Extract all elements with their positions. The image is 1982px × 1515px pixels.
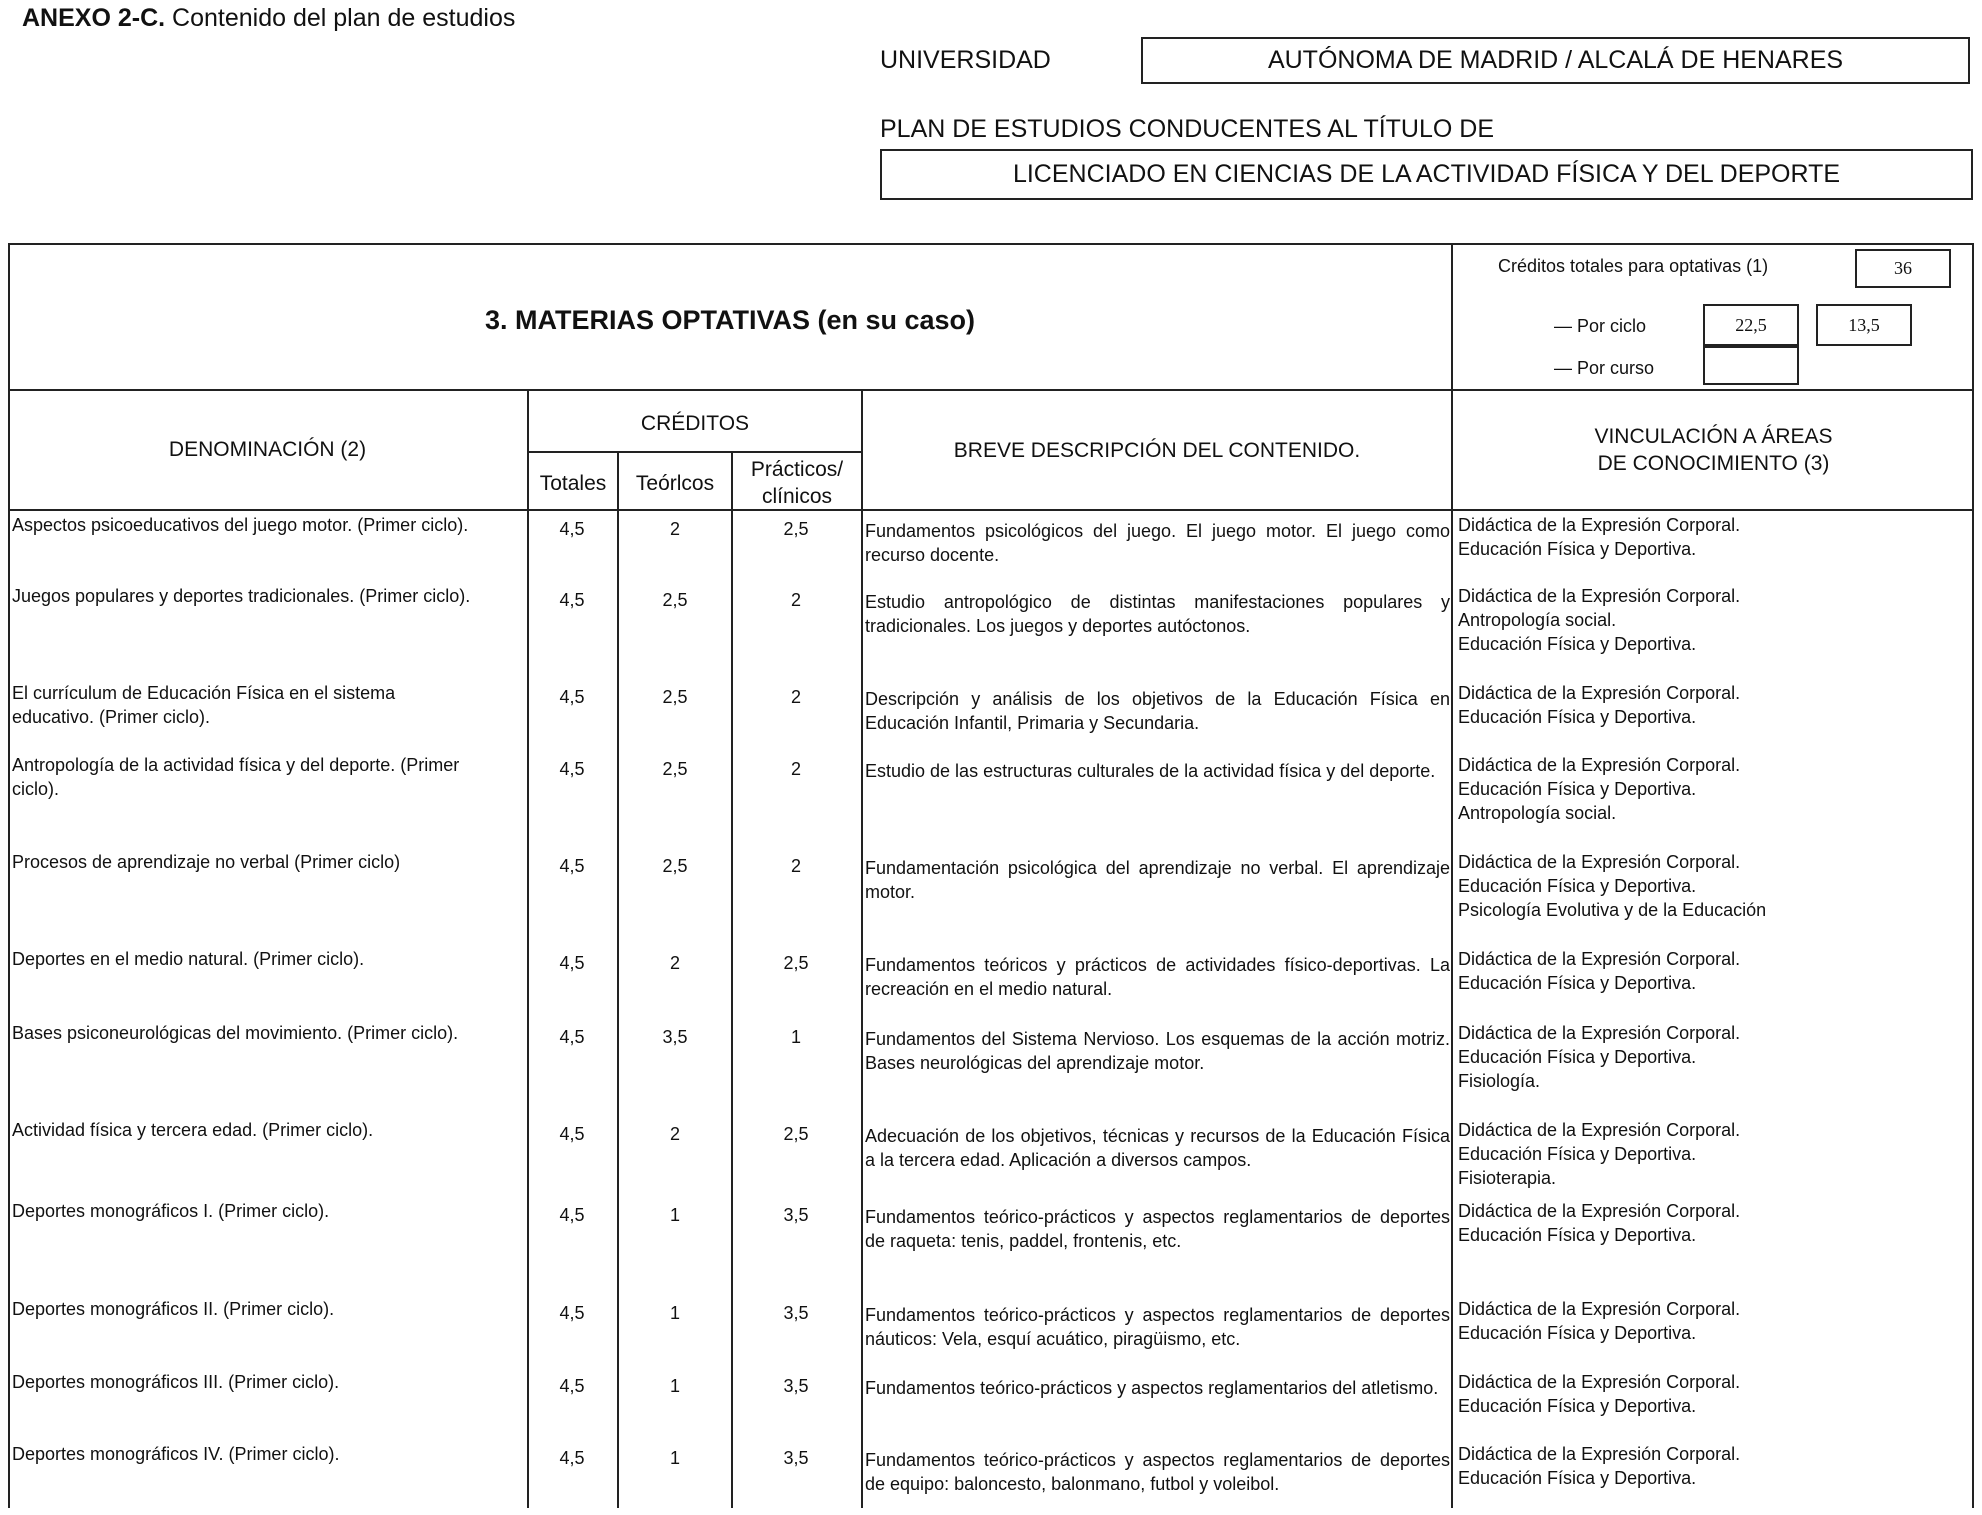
row-practicos: 3,5 — [783, 1376, 809, 1396]
por-ciclo-box-2 — [1816, 304, 1912, 346]
col-teoricos: Teórlcos — [635, 472, 715, 495]
row-denominacion: Actividad física y tercera edad. (Primer ciclo). — [12, 1120, 374, 1140]
row-totales: 4,5 — [559, 759, 585, 779]
col-vinculacion-line1: VINCULACIÓN A ÁREAS — [1594, 425, 1833, 448]
credits-total-value: 36 — [1894, 258, 1912, 278]
row-descripcion: Fundamentos teóricos y prácticos de actividades físico-deportivas. La recreación en el medio natural. — [865, 955, 1450, 999]
row-teoricos: 2,5 — [662, 759, 688, 779]
row-descripcion: Fundamentos teórico-prácticos y aspectos reglamentarios de deportes náuticos: Vela, esquí acuático, piragüismo, etc. — [865, 1305, 1450, 1349]
row-totales: 4,5 — [559, 1124, 585, 1144]
row-practicos: 3,5 — [783, 1303, 809, 1323]
col-practicos-line1: Prácticos/ — [750, 458, 844, 481]
row-teoricos: 1 — [669, 1205, 680, 1225]
row-vinculacion: Didáctica de la Expresión Corporal. Educación Física y Deportiva. — [1458, 683, 1741, 727]
por-ciclo-label: — Por ciclo — [1554, 316, 1647, 336]
row-totales: 4,5 — [559, 1376, 585, 1396]
annex-label: ANEXO 2-C. — [22, 4, 166, 32]
row-descripcion: Fundamentos teórico-prácticos y aspectos reglamentarios de deportes de equipo: baloncesto, balonmano, futbol y voleibol. — [865, 1450, 1450, 1494]
degree-title: LICENCIADO EN CIENCIAS DE LA ACTIVIDAD FÍSICA Y DEL DEPORTE — [1012, 160, 1841, 188]
row-teoricos: 2 — [669, 519, 680, 539]
university-label: UNIVERSIDAD — [880, 46, 1051, 74]
creditos-divider — [527, 451, 862, 453]
row-descripcion: Estudio antropológico de distintas manifestaciones populares y tradicionales. Los juegos y deportes autóctonos. — [865, 592, 1450, 636]
row-totales: 4,5 — [559, 1303, 585, 1323]
row-vinculacion: Didáctica de la Expresión Corporal. Antropología social. Educación Física y Deportiva. — [1458, 586, 1741, 654]
row-practicos: 2,5 — [783, 519, 809, 539]
row-descripcion: Estudio de las estructuras culturales de la actividad física y del deporte. — [865, 761, 1436, 781]
row-teoricos: 1 — [669, 1448, 680, 1468]
degree-title-box — [880, 149, 1973, 200]
section-title: 3. MATERIAS OPTATIVAS (en su caso) — [484, 305, 976, 335]
row-practicos: 3,5 — [783, 1205, 809, 1225]
row-practicos: 2 — [790, 687, 801, 707]
row-teoricos: 2 — [669, 1124, 680, 1144]
col-totales: Totales — [539, 472, 607, 495]
row-teoricos: 2,5 — [662, 590, 688, 610]
annex-subtitle: Contenido del plan de estudios — [172, 4, 516, 32]
por-ciclo-value-1: 22,5 — [1735, 314, 1767, 335]
row-denominacion: Bases psiconeurológicas del movimiento. (Primer ciclo). — [12, 1023, 459, 1043]
row-descripcion: Descripción y análisis de los objetivos de la Educación Física en Educación Infantil, Primaria y Secundaria. — [865, 689, 1450, 733]
col-practicos-line2: clínicos — [761, 485, 833, 508]
annex-heading — [22, 4, 515, 33]
row-totales: 4,5 — [559, 590, 585, 610]
row-vinculacion: Didáctica de la Expresión Corporal. Educación Física y Deportiva. — [1458, 1444, 1741, 1488]
section-divider — [8, 389, 1974, 391]
row-teoricos: 1 — [669, 1376, 680, 1396]
row-denominacion: Deportes monográficos III. (Primer ciclo). — [12, 1372, 340, 1392]
col-practicos — [733, 456, 861, 510]
row-descripcion: Adecuación de los objetivos, técnicas y recursos de la Educación Física a la tercera edad. Aplicación a diversos campos. — [865, 1126, 1450, 1170]
credits-total-label: Créditos totales para optativas (1) — [1498, 256, 1769, 276]
col-creditos: CRÉDITOS — [640, 412, 750, 435]
por-curso-label: — Por curso — [1554, 358, 1655, 378]
col-vinculacion — [1453, 423, 1974, 477]
row-vinculacion: Didáctica de la Expresión Corporal. Educación Física y Deportiva. Psicología Evolutiva y de la Educación — [1458, 852, 1767, 920]
row-teoricos: 2,5 — [662, 687, 688, 707]
column-rule-totales — [527, 389, 529, 1508]
row-totales: 4,5 — [559, 953, 585, 973]
row-denominacion: El currículum de Educación Física en el sistema educativo. (Primer ciclo). — [12, 683, 396, 727]
row-vinculacion: Didáctica de la Expresión Corporal. Educación Física y Deportiva. Fisiología. — [1458, 1023, 1741, 1091]
row-totales: 4,5 — [559, 519, 585, 539]
row-vinculacion: Didáctica de la Expresión Corporal. Educación Física y Deportiva. — [1458, 1201, 1741, 1245]
row-totales: 4,5 — [559, 1448, 585, 1468]
row-denominacion: Juegos populares y deportes tradicionales. (Primer ciclo). — [12, 586, 471, 606]
row-practicos: 2 — [790, 856, 801, 876]
row-totales: 4,5 — [559, 856, 585, 876]
row-practicos: 1 — [790, 1027, 801, 1047]
row-denominacion: Deportes monográficos I. (Primer ciclo). — [12, 1201, 330, 1221]
col-denominacion: DENOMINACIÓN (2) — [168, 438, 367, 461]
university-name: AUTÓNOMA DE MADRID / ALCALÁ DE HENARES — [1267, 46, 1844, 74]
credits-total-box — [1855, 249, 1951, 288]
col-descripcion: BREVE DESCRIPCIÓN DEL CONTENIDO. — [953, 439, 1361, 462]
row-practicos: 2,5 — [783, 953, 809, 973]
row-vinculacion: Didáctica de la Expresión Corporal. Educación Física y Deportiva. — [1458, 1372, 1741, 1416]
row-vinculacion: Didáctica de la Expresión Corporal. Educación Física y Deportiva. — [1458, 1299, 1741, 1343]
row-descripcion: Fundamentos teórico-prácticos y aspectos reglamentarios del atletismo. — [865, 1378, 1439, 1398]
row-vinculacion: Didáctica de la Expresión Corporal. Educación Física y Deportiva. Fisioterapia. — [1458, 1120, 1741, 1188]
row-descripcion: Fundamentos del Sistema Nervioso. Los esquemas de la acción motriz. Bases neurológicas del aprendizaje motor. — [865, 1029, 1450, 1073]
row-denominacion: Deportes en el medio natural. (Primer ciclo). — [12, 949, 365, 969]
row-practicos: 3,5 — [783, 1448, 809, 1468]
por-ciclo-box-1 — [1703, 304, 1799, 346]
row-practicos: 2 — [790, 590, 801, 610]
por-ciclo-value-2: 13,5 — [1848, 314, 1880, 335]
row-vinculacion: Didáctica de la Expresión Corporal. Educación Física y Deportiva. — [1458, 949, 1741, 993]
row-totales: 4,5 — [559, 1205, 585, 1225]
row-denominacion: Antropología de la actividad física y del deporte. (Primer ciclo). — [12, 755, 460, 799]
university-name-box — [1141, 37, 1970, 84]
row-denominacion: Deportes monográficos II. (Primer ciclo). — [12, 1299, 335, 1319]
row-denominacion: Procesos de aprendizaje no verbal (Primer ciclo) — [12, 852, 401, 872]
row-denominacion: Aspectos psicoeducativos del juego motor. (Primer ciclo). — [12, 515, 469, 535]
row-teoricos: 1 — [669, 1303, 680, 1323]
por-curso-box — [1703, 346, 1799, 385]
column-rule-descripcion — [861, 389, 863, 1508]
column-rule-teoricos — [617, 451, 619, 1508]
row-vinculacion: Didáctica de la Expresión Corporal. Educación Física y Deportiva. Antropología social. — [1458, 755, 1741, 823]
row-practicos: 2 — [790, 759, 801, 779]
plan-label: PLAN DE ESTUDIOS CONDUCENTES AL TÍTULO DE — [880, 115, 1495, 143]
row-descripcion: Fundamentos psicológicos del juego. El juego motor. El juego como recurso docente. — [865, 521, 1450, 565]
row-denominacion: Deportes monográficos IV. (Primer ciclo). — [12, 1444, 340, 1464]
row-teoricos: 3,5 — [662, 1027, 688, 1047]
row-totales: 4,5 — [559, 687, 585, 707]
row-descripcion: Fundamentos teórico-prácticos y aspectos reglamentarios de deportes de raqueta: tenis, paddel, frontenis, etc. — [865, 1207, 1450, 1251]
row-totales: 4,5 — [559, 1027, 585, 1047]
column-rule-practicos — [731, 451, 733, 1508]
col-vinculacion-line2: DE CONOCIMIENTO (3) — [1597, 452, 1830, 475]
row-teoricos: 2,5 — [662, 856, 688, 876]
row-descripcion: Fundamentación psicológica del aprendizaje no verbal. El aprendizaje motor. — [865, 858, 1450, 902]
row-vinculacion: Didáctica de la Expresión Corporal. Educación Física y Deportiva. — [1458, 515, 1741, 559]
row-practicos: 2,5 — [783, 1124, 809, 1144]
header-divider — [8, 509, 1974, 511]
row-teoricos: 2 — [669, 953, 680, 973]
